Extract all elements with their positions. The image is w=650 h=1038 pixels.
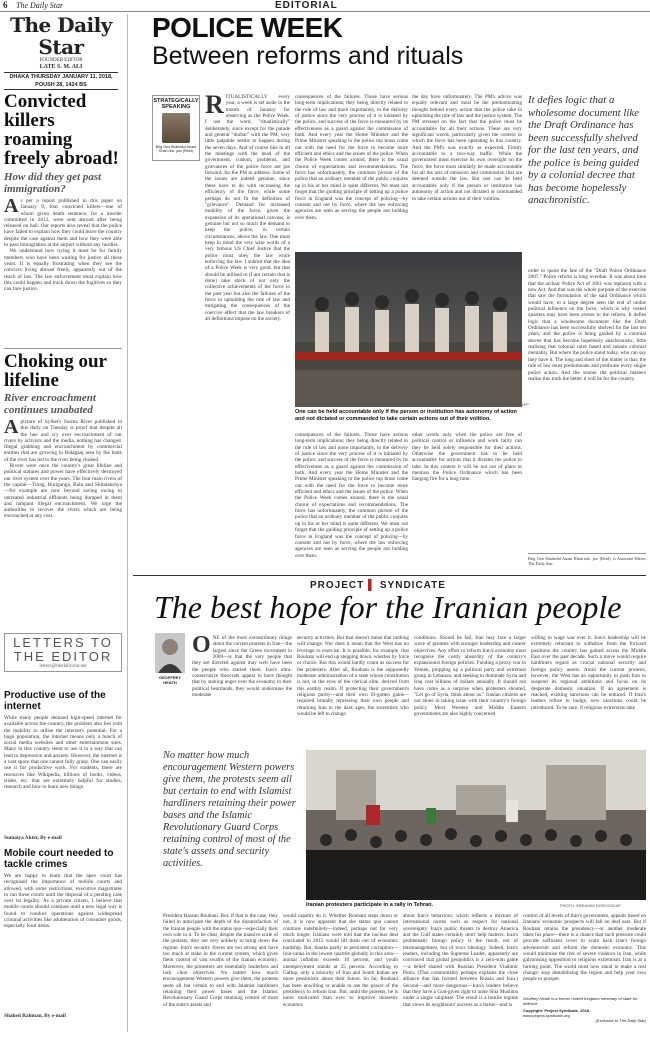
logo-text-left: PROJECT: [310, 580, 365, 591]
article-title[interactable]: The best hope for the Iranian people: [154, 589, 622, 625]
article-column-1: [205, 94, 290, 469]
article-column-3b: other words only when the police are free of political control or influence and work fairly can they be held solely responsible for their actions. Otherwise the government has to be held accountable for actions that it dictates the police to take. In this context it will be not out of place to mention the Police Ordinance which has been hanging fire for a long time.: [412, 432, 522, 483]
article-column-7: about Iran's behaviour, which reflects a mixture of international norms such as respect for national sovereignty. Iran's public threats to destroy America and the Gulf states certainly don't help matters. Iran's problematic foreign policy is the result, not of mismanagement, but of toxic ideology. Indeed, Iran's leaders, including the Supreme Leader, apparently are convinced that global geopolitics is a zero-sum game—a belief shared with Russian President Vladimir Putin. (That commonality perhaps explains the close alliance that has formed between Russia and Iran.) Second—and more dangerous—Iran's leaders believe that they have a God-given right to unite Shia Muslims under a single caliphate. The result is a hostile regime that views its neighbours' success as a threat—and is: [403, 913, 518, 1008]
dropcap: O: [192, 635, 211, 658]
founder-name: LATE S. M. ALI: [39, 64, 83, 70]
logo-text-right: SYNDICATE: [379, 580, 446, 591]
masthead-title: The Daily Star: [10, 13, 112, 59]
syndication-footer: [523, 996, 646, 1023]
paper-name-small: The Daily Star: [16, 1, 64, 10]
copyright-url[interactable]: www.project-syndicate.org: [523, 1013, 570, 1018]
dropcap: A: [4, 419, 19, 438]
exclusive-note: (Exclusive to The Daily Star): [595, 1018, 646, 1023]
editorial-subhead: How did they get past immigration?: [4, 171, 102, 195]
article-column-5: President Hassan Rouhani. But, if that is the case, they failed to anticipate the depth of the dissatisfaction of the Iranian people with the status quo—especially their own role in it. To be clear, despite the massive scale of the protests, they are very unlikely to bring down the regime. Iran's security forces are too strong and have too much at stake in the current system, which gives them control of vast swaths of the Iranian economy. Moreover, the protesters are essentially leaderless and lack clear objectives. No matter how much encouragement Western powers give them, the protests seem all but certain to end with Islamist hardliners retaining their power bases and the Islamic Revolutionary Guard Corps retaining control of most of the state's assets and: [163, 913, 278, 1008]
editorial-paragraph: Rivers were once the country's great lifeline and political statures and power have effectively destroyed our river system over the years. The four main rivers of the capital—Turag, Buriganga, Balu and Shitalakshya—for example are now beyond saving owing to untreated industrial effluents being dumped in them and rampant illegal encroachment. We urge the authorities to recover the rivers which are being encroached at any cost.: [4, 463, 122, 520]
article-title[interactable]: POLICE WEEK: [152, 12, 343, 43]
article-text: NE of the most extraordinary things about the current protests in Iran—the largest since the Green movement in 2009—is that the very people that they are directed against may well have been the people who started them. Iran's ultra-conservative theocrats appear to have thought that by stoking anger over the economy in their political heartlands, they would undermine the moderate: [192, 635, 292, 699]
photo-caption: One can be held accountable only if the person or institution has autonomy of action and not dictated or commanded to take certain actions out of their volition.: [295, 409, 517, 422]
page-header-bar: [0, 0, 650, 12]
pull-quote: It defies logic that a wholesome document like the Draft Ordinance has been successfully shelved for the last ten years, and the police is being guided by a colonial decree that has become hopelessly anachronistic.: [528, 94, 639, 206]
section-label: EDITORIAL: [275, 0, 338, 11]
article-column-2b: consequences of the failures. Those have serious long-term implications; they being directly related to the rule of law and more importantly, to the delivery of justice since the very process of it is initiated by the police, and success of the force is measured by its effectiveness as a guard against the commission of both. And every year the Home Minister and the Prime Minister speaking to the police top brass come out with the need for the force to become more efficient and ethics and the issues of the police. When the Police Week comes around, there is the usual chorus of expectations and recommendations. The force has unfortunately, the common picture of the police that an ordinary member of the public conjures up in his or her mind is quite different. We must not forget that the guiding principle of setting up a police force in England was the concept of policing—by consent and not by force, where the law enforcing agencies are seen as serving the people not holding over them.: [295, 432, 408, 559]
letter-headline[interactable]: Productive use of the internet: [4, 690, 106, 712]
column-label: STRATEGICALLY SPEAKING: [153, 98, 199, 110]
photo-caption: Iranian protesters participate in a rally in Tehran.: [306, 902, 434, 908]
page-number: 6: [3, 0, 8, 10]
article-column-2: security activities. But that doesn't mean that nothing will change. Nor does it mean that the West has no leverage to exercise. It is possible, for example, that Rouhani will end up stepping down, whether by force or choice. But this would hardly count as success for the protesters. After all, Rouhani is the supposedly moderate administration of a state whose constitution is not, in the eyes of the clerical elite, derived from this earthly realm. If protecting their government's religious purity—and their own ill-gotten gains—required brutally repressing their own people and returning Iran to the dark ages, the extremists who would be left to change: [297, 635, 409, 718]
article-column-4: willing to wage war over it. Iran's leadership will be extremely reluctant to withdraw from the forward positions the country has gained across the Middle East over the past decade. Such a move would require hardliners regard as crucial national security and foreign policy assets. Amid the current protests, however, the West has an opportunity to push Iran to suspend its regional ambitions and focus on its desperate domestic situation. If an agreement is reached, existing sanctions can be reduced. If Iran's leaders refuse to budge, new sanctions could be introduced. To be sure, if religious extremists take: [531, 635, 646, 711]
author-photo: [162, 113, 190, 143]
copyright: Copyright: Project Syndicate, 2018.: [523, 1008, 591, 1013]
photo-credit: PHOTO: EBRAHIM NOROOZI/AP: [560, 903, 621, 908]
dropcap: A: [4, 198, 19, 217]
article-text: ITUALISTICALLY every year, a week is set aside in the month of January for observing as the Police Week. I use the word, "ritualistically" deliberately, since except for the parade and general "durbar" with the PM, very little palpable seems to happen during the seven days. And of course like in all the meetings with the head of the government, custom, problems, and grievances of the police force are put forward, for the PM to address. Some of the issues are indeed genuine, since these have to do with increasing the efficiency of the force, while some perhaps do not fit the definition of "grievance". Demand for increased mobility of the force, given the expansion of its operational canvass, is genuine but not so much the demand to keep the police, in certain circumstances, above the law. One must keep in mind the very wise words of a very famous US Chief Justice that the police must obey the law while enforcing the law. I submit that the idea of a Police Week is very good, but that should be utilised to (I am certain that is done) take stock of not only the collective achievements of the force in the past year but also the failures of the force in upholding the rule of law and mitigating the consequences of the coercive effect that the law breakers of all definitions impose on the society.: [205, 94, 290, 323]
letter-body: We are happy to learn that the apex court has recognised the importance of mobile courts and allowed, with some restrictions, executive magistrates to run these courts until the disposal of a pending case over its legality. As a private citizen, I believe that mobile courts should continue until a new legal way is found to conduct operations against widespread criminal activities like adulteration of consumer goods, especially food items.: [4, 873, 122, 930]
letters-header: [4, 633, 122, 672]
logo-mark-icon: ▌: [368, 580, 377, 591]
dropcap: R: [205, 94, 224, 119]
letters-email[interactable]: letters@thedailystar.net: [39, 664, 87, 669]
author-byline: Brig Gen Shahedul Anam Khan ndc, psc (Retd): [155, 145, 197, 154]
article-column-3: the day have unfortunately. The PM's advice was equally relevant and must be the predominating thought behind every action that the police take in upholding the rule of law and the justice system. The PM stressed on the fact that the police must be accountable for all their actions. These are very significant words, particularly given the context in which the force has been operating in this country. And the PM's was exactly as expected. Firmly accountable to a two-way traffic. While the government must exercise its own oversight on the force, the force must similarly be made accountable for all the acts of omission and commission that are deemed outside the law. But one can be held accountable only if the person or institution has autonomy of action and not dictated or commanded to take certain actions out of their volition.: [412, 94, 522, 202]
article-subtitle: Between reforms and rituals: [152, 42, 464, 70]
editorial-headline[interactable]: Choking our lifeline: [4, 351, 107, 391]
editorial-paragraph: We understand how trying it must be for family members who have been waiting for justice all these years. It is equally frustrating when they see the convicts living abroad freely, apparently out of the reach of law. The law enforcement must explain how this could happen and track down the fugitives so they can face justice.: [4, 248, 122, 293]
article-column-1: [192, 635, 292, 745]
editorial-choking-lifeline: [4, 352, 122, 649]
author-photo: [155, 633, 185, 673]
police-photo: [295, 252, 522, 407]
article-column-3: conditions. Should he fail, Iran may face a larger wave of protests with stronger leadership and clearer objectives. Any effort to reform Iran's economy must recognise the costly absurdity of the country's expansionist foreign policies. Funding a proxy war in Yemen, propping up a political party and extremist group in Lebanon, and seeking to dominate Syria and Iraq cost billions of dollars annually. It should not have come as a surprise when protesters shouted, "Let go of Syria, think about us." Iranian citizens are not alone in taking issue with their country's foreign policy. Most Western and Middle Eastern governments are also highly concerned: [414, 635, 526, 718]
photo-credit: PHOTO: AFP: [505, 402, 529, 407]
article-column-8: control of all levels of Iran's government, appeals based on Iranians' economic prospects will fall on deaf ears. But if Rouhani retains the presidency—or another moderate takes his place—there is a chance that such pressure could provide sufficient cover to scale back Iran's foreign adventurism and reform the domestic economy. This would minimise the risk of severe violence in Iran, while galvanising opposition to religious extremism. Iran is at a turning point. The world must now stand to make a real change: stop destabilising the region and help your own people to prosper.: [523, 913, 646, 983]
article-column-2: consequences of the failures. Those have serious long-term implications; they being directly related to the rule of law and more importantly, to the delivery of justice since the very process of it is initiated by the police, and success of the force is measured by its effectiveness as a guard against the commission of both. And every year the Home Minister and the Prime Minister speaking to the police top brass come out with the need for the force to become more efficient and ethics and the issues of the police. When the Police Week comes around, there is the usual chorus of expectations and recommendations. The force has unfortunately, the common picture of the police that an ordinary member of the public conjures up in his or her mind is quite different. We must not forget that the guiding principle of setting up a police force in England was the concept of policing—by consent and not by force, where the law enforcing agencies are seen as serving the people not holding over them.: [295, 94, 408, 221]
letter-signature: Sumaiya Akter, By e-mail: [4, 835, 62, 841]
letter-1: [4, 690, 122, 841]
author-note: Geoffrey Heath is a former United Kingdom secretary of state for defence.: [523, 996, 638, 1006]
pull-quote: No matter how much encouragement Western powers give them, the protests seem all but certain to end with Islamist hardliners retaining their power bases and the Islamic Revolutionary Guard Corps retaining control of most of the state's assets and security activities.: [163, 750, 296, 869]
author-note: Brig Gen Shahedul Anam Khan ndc, psc (Retd), is Associate Editor, The Daily Star.: [528, 556, 646, 566]
section-rule: [133, 575, 646, 576]
divider: [4, 348, 122, 349]
article-column-4: order to quote the fate of the "Draft Police Ordinance 2007." Police reform is long overdue. It was about time that the archaic Police Act of 1861 was replaced with a new Act. And that was the whole purpose of the exercise that saw the formulation of the said Ordinance which would have, to a large degree seen the end of undue political influence on the force, which is why vested quarters may have been averse to the reform. It defies logic that a wholesome document like the Draft Ordinance has been successfully shelved for the last ten years, and the police is being guided by a colonial decree that has become hopelessly anachronistic, little realising that colonial rules based and sustain colonial mentality. But where the police stand today, who can say they have it. The long and short of the matter is that, the rule of law must predominate and predicate every single police action. And the sooner the political masters realise this truth the better it will be for the country.: [528, 268, 646, 382]
protest-photo: [306, 750, 646, 900]
dateline: DHAKA THURSDAY JANUARY 11, 2018, POUSH 28, 1424 BS: [4, 72, 118, 90]
editorial-body: [4, 419, 122, 649]
article-column-6: would capably do it. Whether Rouhani steps down or not, it is now apparent that the status quo cannot continue indefinitely—indeed, perhaps not for very much longer. Iranians were told that the nuclear deal concluded in 2015 would lift them out of economic hardship. But, thanks partly to persistent corruption—four-ranks in the lowest quartile globally in this area—annual inflation exceeds 10 percent, and youth unemployment stands at 25 percent. According to Gallup, only a minority of Iran and South Indian are more pessimistic about their future. So far, Rouhani has been unwilling or unable to use the power of the presidency to reform Iran. But, amid the protests, he is more motivated than ever to improve domestic economic: [283, 913, 398, 1008]
letter-2: [4, 848, 122, 1019]
editorial-headline[interactable]: Convicted killers roaming freely abroad!: [4, 91, 119, 169]
letter-signature: Shahed Rahman, By e-mail: [4, 1013, 66, 1019]
author-byline: GEOFFREY HEATH: [158, 675, 181, 685]
letters-title: LETTERS TO THE EDITOR: [13, 635, 113, 664]
letter-body: While many people demand high-speed internet for available across the country, the problem also lies with the inability to utilise the internet's potential. For a huge population, the internet means only a bunch of social media websites and other entertainment sites. Many in this country seem to use it in a way that can lead to depression and anxiety. However, the internet is a vast space that one cannot fully grasp. One can easily use it for productive work. For students, there are resources like Wikipedia, billions of books, videos, slides, etc. that are extremely helpful for studies, research and how to learn new things.: [4, 715, 122, 791]
editorial-paragraph: s per a report published in this paper on January 9, four convicted killers—one of whom given death sentence, for a murder committed in 2012, were sent abroad after being released on bail. Our reports also reveal that the police have failed to explain how they could leave the country despite the case against them and how they were able to pass immigration at the airport without any hurdles.: [4, 198, 122, 249]
editorial-subhead: River encroachment continues unabated: [4, 392, 96, 416]
masthead: [4, 14, 118, 90]
divider: [528, 553, 646, 554]
editorial-paragraph: picture of Sylhet's Surma River published in this daily on Tuesday is proof that despite all the hue and cry over encroachment of our rivers by activists and the media, nothing has changed. Illegal grabbing and encroachment by commercial entities that are growing in Balaganj area by the bank of the river has led to the river being choked.: [4, 419, 122, 463]
column-divider: [127, 14, 128, 1032]
columnist-box: [152, 95, 200, 161]
letter-headline[interactable]: Mobile court needed to tackle crimes: [4, 848, 114, 870]
founder-label: FOUNDER EDITOR: [39, 58, 83, 63]
